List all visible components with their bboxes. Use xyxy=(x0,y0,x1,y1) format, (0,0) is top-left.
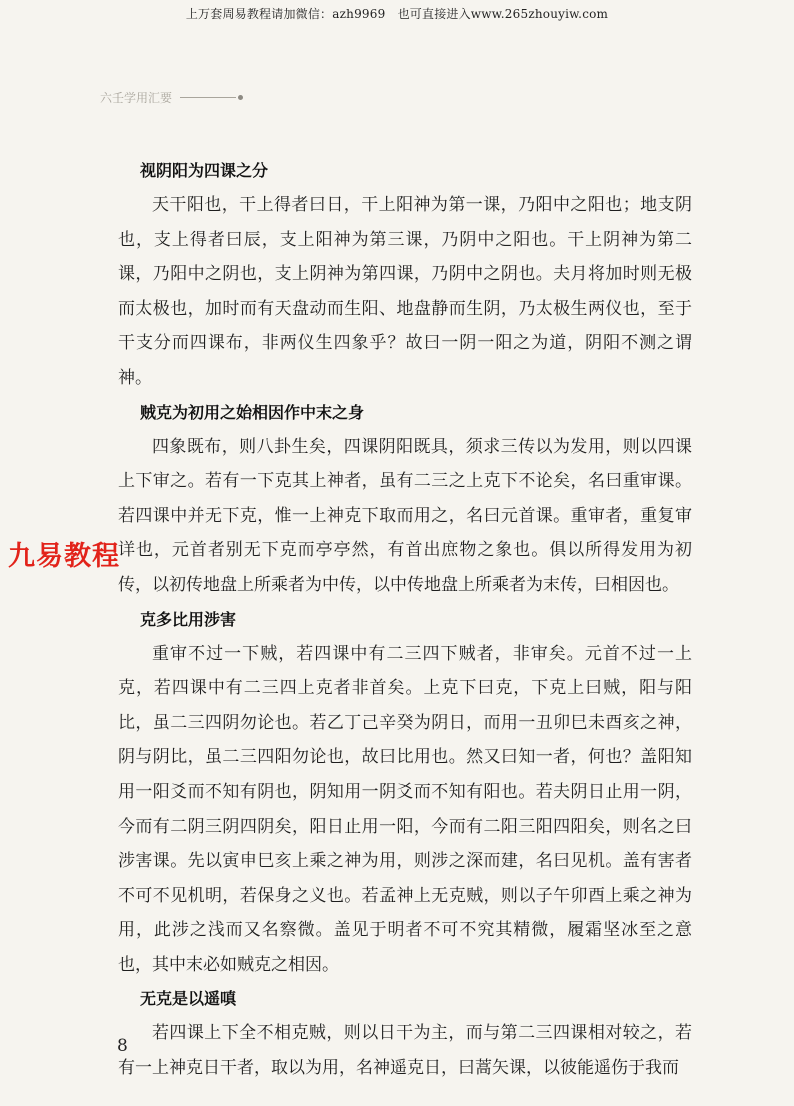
section-yin-yang xyxy=(118,154,692,396)
section-heading: 克多比用涉害 xyxy=(140,609,237,629)
running-header-title: 六壬学用汇要 xyxy=(100,91,173,105)
section-heading: 贼克为初用之始相因作中末之身 xyxy=(140,402,365,422)
header-rule xyxy=(180,97,236,98)
section-sheha xyxy=(118,603,692,983)
section-heading: 无克是以遥嗔 xyxy=(140,989,237,1009)
brand-stamp: 九易教程 xyxy=(8,541,120,572)
running-header xyxy=(100,89,243,106)
section-body: 若四课上下全不相克贼，则以日干为主，而与第二三四课相对较之，若有一上神克日干者，取以为用，名神遥克日，曰蒿矢课，以彼能遥伤于我而 xyxy=(118,1023,692,1079)
page-number: 8 xyxy=(117,1036,128,1056)
header-dot xyxy=(238,95,243,100)
section-body: 天干阳也，干上得者曰日，干上阳神为第一课，乃阳中之阳也；地支阴也，支上得者曰辰，支上阳神为第三课，乃阴中之阳也。干上阴神为第二课，乃阳中之阴也，支上阴神为第四课，乃阴中之阴也。夫月将加时则无极而太极也，加时而有天盘动而生阳、地盘静而生阴，乃太极生两仪也，至于干支分而四课布，非两仪生四象乎？故曰一阴一阳之为道，阴阳不测之谓神。 xyxy=(118,195,692,388)
section-zeike xyxy=(118,396,692,603)
section-heading: 视阴阳为四课之分 xyxy=(140,161,269,180)
page-content xyxy=(118,154,692,1086)
section-yaochen xyxy=(118,982,692,1085)
top-watermark: 上万套周易教程请加微信：azh9969 也可直接进入www.265zhouyiw.com xyxy=(185,7,609,21)
section-body: 四象既布，则八卦生矣，四课阴阳既具，须求三传以为发用，则以四课上下审之。若有一下克其上神者，虽有二三之上克下不论矣，名曰重审课。若四课中并无下克，惟一上神克下取而用之，名曰元首课。重审者，重复审详也，元首者别无下克而亭亭然，有首出庶物之象也。俱以所得发用为初传，以初传地盘上所乘者为中传，以中传地盘上所乘者为末传，曰相因也。 xyxy=(118,436,692,595)
section-body: 重审不过一下贼，若四课中有二三四下贼者，非审矣。元首不过一上克，若四课中有二三四上克者非首矣。上克下曰克，下克上曰贼，阳与阳比，虽二三四阴勿论也。若乙丁己辛癸为阴日，而用一丑卯巳未酉亥之神，阴与阴比，虽二三四阳勿论也，故曰比用也。然又曰知一者，何也？盖阳知用一阳爻而不知有阴也，阴知用一阴爻而不知有阳也。若夫阴日止用一阴，今而有二阴三阴四阴矣，阳日止用一阳，今而有二阳三阳四阳矣，则名之曰涉害课。先以寅申巳亥上乘之神为用，则涉之深而建，名曰见机。盖有害者不可不见机明，若保身之义也。若孟神上无克贼，则以子午卯酉上乘之神为用，此涉之浅而又名察微。盖见于明者不可不究其精微，履霜坚冰至之意也，其中末必如贼克之相因。 xyxy=(118,643,692,975)
